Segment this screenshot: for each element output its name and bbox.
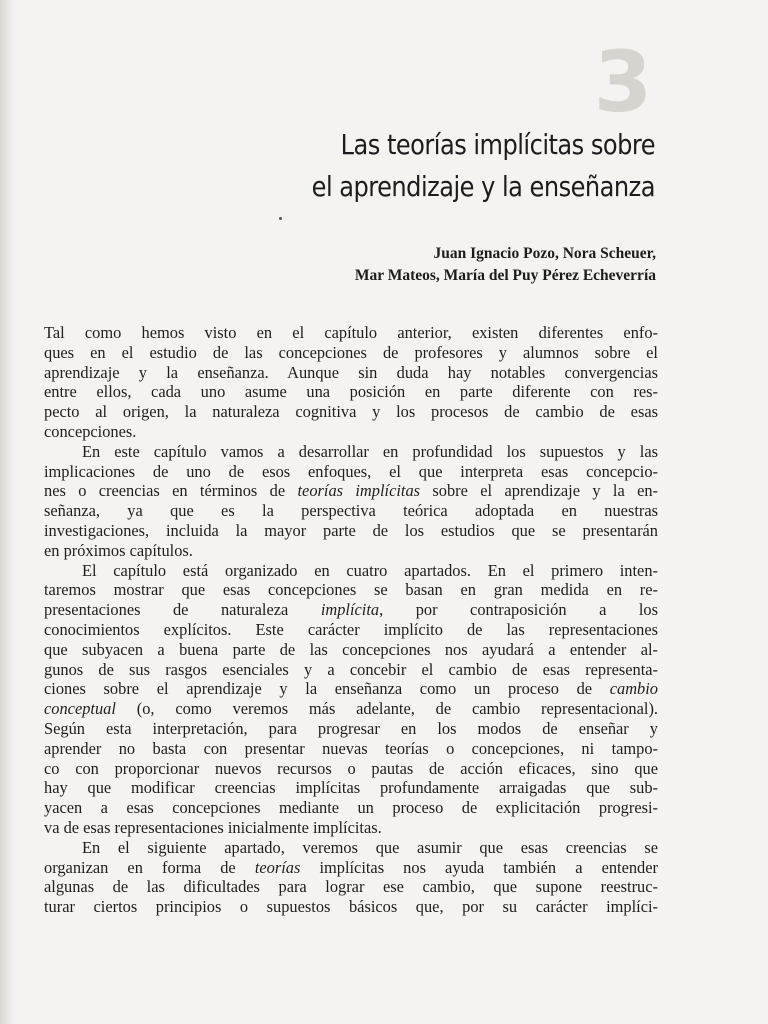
stray-mark xyxy=(279,217,282,220)
paragraph xyxy=(44,442,658,561)
text-run: Según esta interpretación, para progresar en los modos de enseñar y xyxy=(44,718,658,738)
text-run: ciones sobre el aprendizaje y la enseñanza como un proceso de xyxy=(44,679,610,699)
text-line xyxy=(44,699,658,719)
text-run: gunos de sus rasgos esenciales y a concebir el cambio de esas representa- xyxy=(44,659,658,679)
text-line xyxy=(44,501,658,521)
text-run: concepciones. xyxy=(44,421,137,441)
body-text xyxy=(44,323,658,917)
text-line xyxy=(44,382,658,402)
authors-line: Mar Mateos, María del Puy Pérez Echeverría xyxy=(354,267,656,284)
text-line xyxy=(44,739,658,759)
italic-term: cambio xyxy=(609,679,658,699)
text-run: yacen a esas concepciones mediante un proceso de explicitación progresi- xyxy=(44,798,658,818)
paragraph xyxy=(44,561,658,838)
text-run: ques en el estudio de las concepciones de profesores y alumnos sobre el xyxy=(44,342,658,362)
text-run: taremos mostrar que esas concepciones se basan en gran medida en re- xyxy=(44,580,658,600)
text-line xyxy=(44,422,658,442)
text-line xyxy=(44,402,658,422)
text-line xyxy=(44,580,658,600)
italic-term: implícita xyxy=(320,600,380,620)
text-run: presentaciones de naturaleza xyxy=(44,600,321,620)
italic-term: teorías xyxy=(254,857,301,877)
text-line xyxy=(44,679,658,699)
text-line xyxy=(44,759,658,779)
text-line xyxy=(44,818,658,838)
text-run: que subyacen a buena parte de las concepciones nos ayudará a entender al- xyxy=(44,639,658,659)
text-line xyxy=(44,442,658,462)
text-run: El capítulo está organizado en cuatro apartados. En el primero inten- xyxy=(82,560,658,580)
authors-line: Juan Ignacio Pozo, Nora Scheuer, xyxy=(433,245,656,262)
text-line xyxy=(44,561,658,581)
text-run: entre ellos, cada uno asume una posición en parte diferente con res- xyxy=(44,382,658,402)
italic-term: conceptual xyxy=(44,699,116,719)
text-line xyxy=(44,838,658,858)
text-run: , por contraposición a los xyxy=(379,600,658,620)
chapter-number: 3 xyxy=(593,33,653,131)
paragraph xyxy=(44,323,658,442)
text-run: En el siguiente apartado, veremos que asumir que esas creencias se xyxy=(82,837,658,857)
text-line xyxy=(44,600,658,620)
text-run: organizan en forma de xyxy=(44,857,255,877)
text-run: conocimientos explícitos. Este carácter implícito de las representaciones xyxy=(44,619,658,639)
chapter-title-line: Las teorías implícitas sobre xyxy=(340,128,655,161)
paragraph xyxy=(44,838,658,917)
text-line xyxy=(44,363,658,383)
text-line xyxy=(44,877,658,897)
text-line xyxy=(44,897,658,917)
text-run: Tal como hemos visto en el capítulo anterior, existen diferentes enfo- xyxy=(44,323,658,342)
text-run: turar ciertos principios o supuestos básicos que, por su carácter implíci- xyxy=(44,897,658,917)
text-run: (o, como veremos más adelante, de cambio representacional). xyxy=(115,699,658,719)
text-run: en próximos capítulos. xyxy=(44,540,193,560)
text-run: co con proporcionar nuevos recursos o pautas de acción eficaces, sino que xyxy=(44,758,658,778)
text-run: aprendizaje y la enseñanza. Aunque sin duda hay notables convergencias xyxy=(44,362,658,382)
text-run: algunas de las dificultades para lograr ese cambio, que supone reestruc- xyxy=(44,877,658,897)
text-line xyxy=(44,778,658,798)
page-binding-edge xyxy=(0,0,14,1024)
text-run: pecto al origen, la naturaleza cognitiva y los procesos de cambio de esas xyxy=(44,402,658,422)
italic-term: teorías implícitas xyxy=(297,481,421,501)
text-line xyxy=(44,719,658,739)
text-run: nes o creencias en términos de xyxy=(44,481,298,501)
text-run: hay que modificar creencias implícitas profundamente arraigadas que sub- xyxy=(44,778,658,798)
text-run: aprender no basta con presentar nuevas teorías o concepciones, ni tampo- xyxy=(44,738,658,758)
text-run: implícitas nos ayuda también a entender xyxy=(300,857,658,877)
text-line xyxy=(44,462,658,482)
text-line xyxy=(44,481,658,501)
text-line xyxy=(44,343,658,363)
text-line xyxy=(44,323,658,343)
text-line xyxy=(44,858,658,878)
chapter-title xyxy=(290,124,656,208)
text-line xyxy=(44,798,658,818)
text-run: implicaciones de uno de esos enfoques, el que interpreta esas concepcio- xyxy=(44,461,658,481)
text-line xyxy=(44,541,658,561)
authors-block xyxy=(250,243,656,287)
text-line xyxy=(44,660,658,680)
text-run: sobre el aprendizaje y la en- xyxy=(420,481,659,501)
text-line xyxy=(44,640,658,660)
text-run: En este capítulo vamos a desarrollar en profundidad los supuestos y las xyxy=(82,441,658,461)
text-line xyxy=(44,620,658,640)
text-run: va de esas representaciones inicialmente implícitas. xyxy=(44,817,382,837)
chapter-title-line: el aprendizaje y la enseñanza xyxy=(311,170,655,203)
text-run: investigaciones, incluida la mayor parte de los estudios que se presentarán xyxy=(44,520,658,540)
text-line xyxy=(44,521,658,541)
text-run: señanza, ya que es la perspectiva teórica adoptada en nuestras xyxy=(44,501,658,521)
